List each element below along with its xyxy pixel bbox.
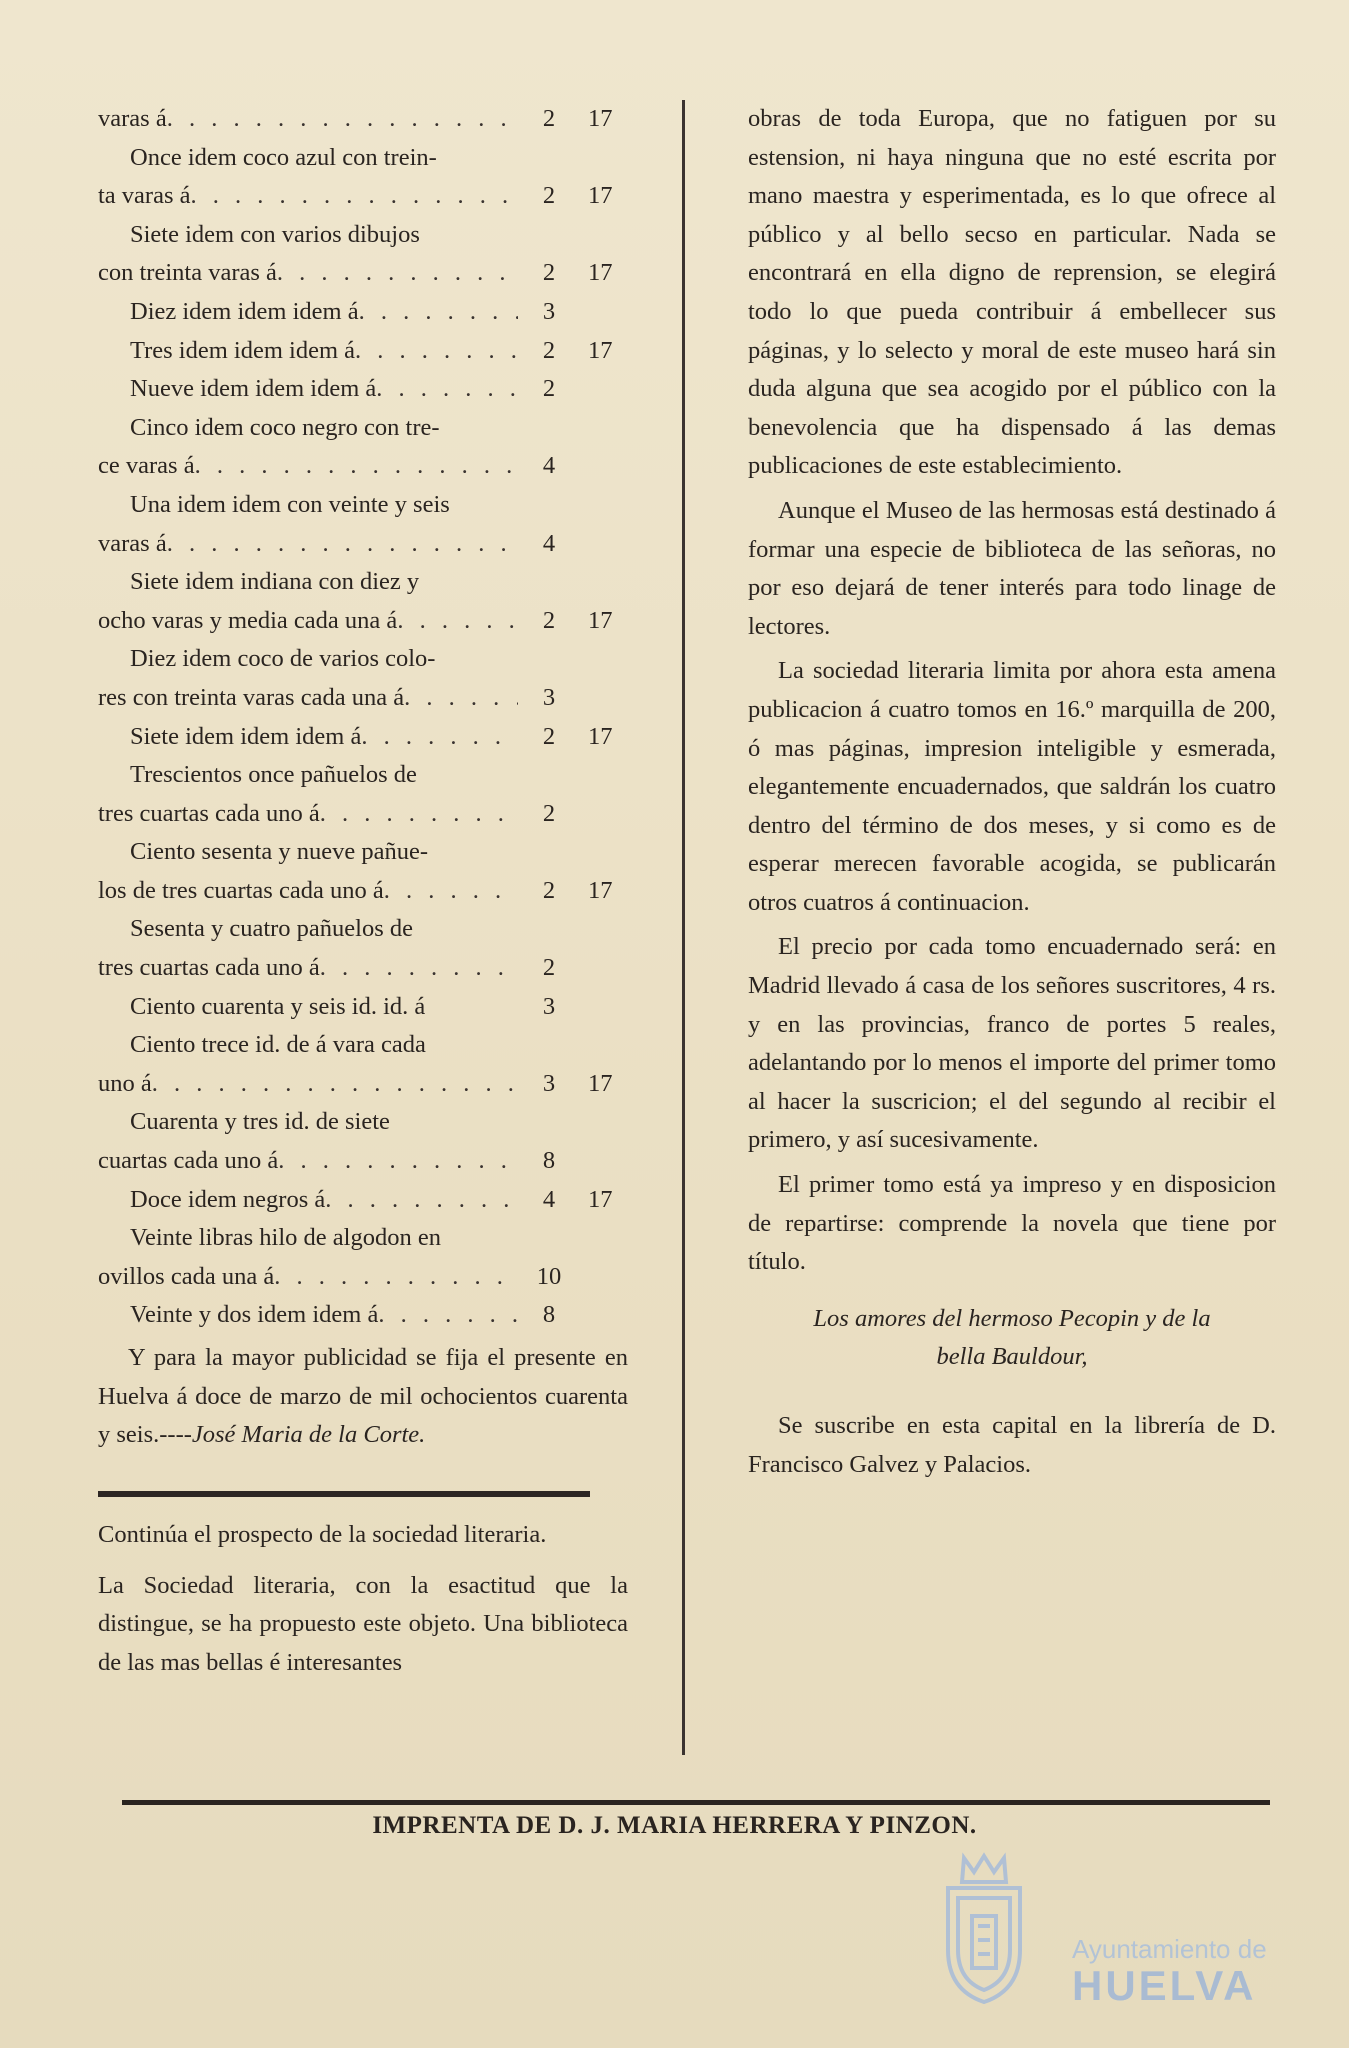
amount-maravedis: 17 (588, 606, 613, 634)
ledger-description: uno á (98, 1069, 152, 1097)
ledger-description: res con treinta varas cada una á (98, 683, 405, 711)
ledger-row (98, 602, 628, 641)
ledger-description: cuartas cada uno á (98, 1147, 279, 1175)
ledger-row (98, 718, 628, 757)
ledger-row (98, 1103, 628, 1142)
leader-dots (397, 602, 518, 641)
notice-title: Continúa el prospecto de la sociedad literaria. (98, 1520, 547, 1548)
ledger-description: Doce idem negros á (130, 1185, 326, 1213)
ledger-description: Siete idem con varios dibujos (130, 220, 420, 248)
amount-maravedis: 17 (588, 876, 613, 904)
right-paragraph-1: obras de toda Europa, que no fatiguen por su estension, ni haya ninguna que no esté escrita por mano maestra y esperimentada, es lo que ofrece al público y al bello secso en particular. Nada se encontrará en ella digno de reprension, se elegirá todo lo que pueda contribuir á embellecer sus páginas, y lo selecto y moral de este museo hará sin duda alguna que sea acogido por el público con la benevolencia que ha dispensado á las demas publicaciones de este establecimiento. (748, 105, 1276, 480)
ledger-description: Veinte y dos idem idem á (130, 1301, 379, 1329)
closing-text: Y para la mayor publicidad se fija el presente en Huelva á doce de marzo de mil ochocientos cuarenta y seis.---- (98, 1344, 628, 1449)
closing-paragraph (98, 1339, 628, 1455)
ledger-description: tres cuartas cada uno á (98, 954, 320, 982)
amount-reales: 2 (542, 799, 556, 827)
ledger-row (98, 872, 628, 911)
amount-reales: 4 (542, 1185, 556, 1213)
ledger-row (98, 640, 628, 679)
ledger-description: Siete idem indiana con diez y (130, 568, 420, 596)
ledger-description: ocho varas y media cada una á (98, 606, 398, 634)
ledger-row (98, 679, 628, 718)
ledger-description: Nueve idem idem idem á (130, 375, 377, 403)
watermark-line-2: HUELVA (1072, 1962, 1257, 2009)
ayuntamiento-watermark (934, 1850, 1274, 2020)
amount-reales: 3 (542, 1069, 556, 1097)
amount-reales: 8 (542, 1147, 556, 1175)
amount-reales: 2 (542, 876, 556, 904)
amount-reales: 2 (542, 182, 556, 210)
ledger-description: tres cuartas cada uno á (98, 799, 320, 827)
coat-of-arms-icon (934, 1850, 1034, 2010)
right-paragraph-4: El precio por cada tomo encuadernado será: en Madrid llevado á casa de los señores suscritores, 4 rs. y en las provincias, franco de portes 5 reales, adelantando por lo menos el importe del primer tomo al hacer la suscricion; el del segundo al recibir el primero, y así sucesivamente. (748, 933, 1276, 1154)
leader-dots (320, 795, 518, 834)
ledger-description: ta varas á (98, 182, 191, 210)
subscribe-paragraph: Se suscribe en esta capital en la librería de D. Francisco Galvez y Palacios. (748, 1412, 1276, 1478)
amount-reales: 2 (542, 722, 556, 750)
ledger-description: Cinco idem coco negro con tre- (130, 413, 440, 441)
right-paragraph-3: La sociedad literaria limita por ahora esta amena publicacion á cuatro tomos en 16.º marquilla de 200, ó mas páginas, impresion inteligible y esmerada, elegantemente encuadernados, que saldrán los cuatro dentro del término de dos meses, y si como es de esperar merecen favorable acogida, se publicarán otros cuatros á continuacion. (748, 657, 1276, 916)
leader-dots (152, 1065, 518, 1104)
ledger-row (98, 833, 628, 872)
leader-dots (167, 525, 518, 564)
leader-dots (277, 254, 518, 293)
ledger-row (98, 1026, 628, 1065)
amount-maravedis: 17 (588, 1185, 613, 1213)
ledger-row (98, 949, 628, 988)
amount-maravedis: 17 (588, 259, 613, 287)
book-title (748, 1300, 1276, 1377)
ledger-list (98, 100, 628, 1335)
amount-reales: 2 (542, 606, 556, 634)
watermark-line-1: Ayuntamiento de (1072, 1934, 1267, 1964)
ledger-description: Siete idem idem idem á (130, 722, 362, 750)
leader-dots (359, 293, 518, 332)
ledger-description: Diez idem coco de varios colo- (130, 645, 436, 673)
right-paragraph-2: Aunque el Museo de las hermosas está destinado á formar una especie de biblioteca de las señoras, no por eso dejará de tener interés para todo linage de lectores. (748, 496, 1276, 640)
printer-imprint: IMPRENTA DE D. J. MARIA HERRERA Y PINZON. (372, 1812, 977, 1839)
book-title-line-2: bella Bauldour, (936, 1343, 1088, 1371)
amount-reales: 2 (542, 105, 556, 132)
leader-dots (195, 447, 518, 486)
ledger-description: los de tres cuartas cada uno á (98, 876, 384, 904)
leader-dots (404, 679, 518, 718)
amount-maravedis: 17 (588, 336, 613, 364)
left-column (98, 100, 628, 1683)
leader-dots (325, 1181, 518, 1220)
ledger-row (98, 1219, 628, 1258)
ledger-description: Veinte libras hilo de algodon en (130, 1224, 441, 1252)
ledger-row (98, 332, 628, 371)
ledger-description: ce varas á (98, 452, 195, 480)
ledger-description: varas á (98, 529, 167, 557)
ledger-description: Ciento cuarenta y seis id. id. á (130, 992, 426, 1020)
amount-reales: 3 (542, 683, 556, 711)
amount-reales: 4 (542, 529, 556, 557)
ledger-row (98, 177, 628, 216)
ledger-row (98, 1065, 628, 1104)
ledger-row (98, 795, 628, 834)
ledger-description: Sesenta y cuatro pañuelos de (130, 915, 414, 943)
ledger-row (98, 756, 628, 795)
ledger-row (98, 910, 628, 949)
ledger-row (98, 486, 628, 525)
leader-dots (320, 949, 518, 988)
amount-maravedis: 17 (588, 182, 613, 210)
footer-rule (122, 1800, 1270, 1805)
ledger-description: ovillos cada una á (98, 1262, 275, 1290)
ledger-description: Ciento trece id. de á vara cada (130, 1031, 426, 1059)
amount-reales: 8 (542, 1301, 556, 1329)
leader-dots (191, 177, 519, 216)
ledger-row (98, 293, 628, 332)
ledger-row (98, 100, 628, 139)
column-divider (682, 100, 685, 1755)
ledger-row (98, 988, 628, 1027)
amount-reales: 3 (542, 297, 556, 325)
ledger-description: Trescientos once pañuelos de (130, 761, 417, 789)
right-column (748, 100, 1276, 1484)
ledger-row (98, 216, 628, 255)
ledger-row (98, 563, 628, 602)
leader-dots (167, 100, 518, 139)
ledger-row (98, 254, 628, 293)
leader-dots (355, 332, 518, 371)
ledger-description: Cuarenta y tres id. de siete (130, 1108, 390, 1136)
ledger-description: Once idem coco azul con trein- (130, 143, 437, 171)
section-divider (98, 1491, 590, 1497)
ledger-description: Tres idem idem idem á (130, 336, 356, 364)
leader-dots (274, 1258, 518, 1297)
amount-maravedis: 17 (588, 105, 613, 132)
leader-dots (361, 718, 518, 757)
signature: José Maria de la Corte. (191, 1421, 426, 1449)
amount-maravedis: 17 (588, 722, 613, 750)
ledger-row (98, 370, 628, 409)
ledger-row (98, 1181, 628, 1220)
ledger-row (98, 1258, 628, 1297)
ledger-row (98, 1142, 628, 1181)
ledger-row (98, 1296, 628, 1335)
amount-reales: 3 (542, 992, 556, 1020)
ledger-description: Ciento sesenta y nueve pañue- (130, 838, 428, 866)
right-paragraph-5: El primer tomo está ya impreso y en disposicion de repartirse: comprende la novela que tiene por título. (748, 1171, 1276, 1276)
leader-dots (376, 370, 518, 409)
ledger-row (98, 447, 628, 486)
leader-dots (384, 872, 518, 911)
ledger-description: Diez idem idem idem á (130, 297, 359, 325)
ledger-description: Una idem idem con veinte y seis (130, 490, 450, 518)
book-title-line-1: Los amores del hermoso Pecopin y de la (813, 1304, 1211, 1332)
ledger-row (98, 525, 628, 564)
ledger-description: con treinta varas á (98, 259, 277, 287)
amount-maravedis: 17 (588, 1069, 613, 1097)
ledger-row (98, 139, 628, 178)
leader-dots (278, 1142, 518, 1181)
amount-reales: 2 (542, 336, 556, 364)
amount-reales: 4 (542, 452, 556, 480)
ledger-row (98, 409, 628, 448)
amount-reales: 2 (542, 259, 556, 287)
society-paragraph: La Sociedad literaria, con la esactitud que la distingue, se ha propuesto este objeto. Una biblioteca de las mas bellas é interesantes (98, 1571, 628, 1676)
amount-reales: 2 (542, 954, 556, 982)
leader-dots (378, 1296, 518, 1335)
ledger-description: varas á (98, 105, 167, 132)
amount-reales: 10 (536, 1262, 562, 1290)
amount-reales: 2 (542, 375, 556, 403)
